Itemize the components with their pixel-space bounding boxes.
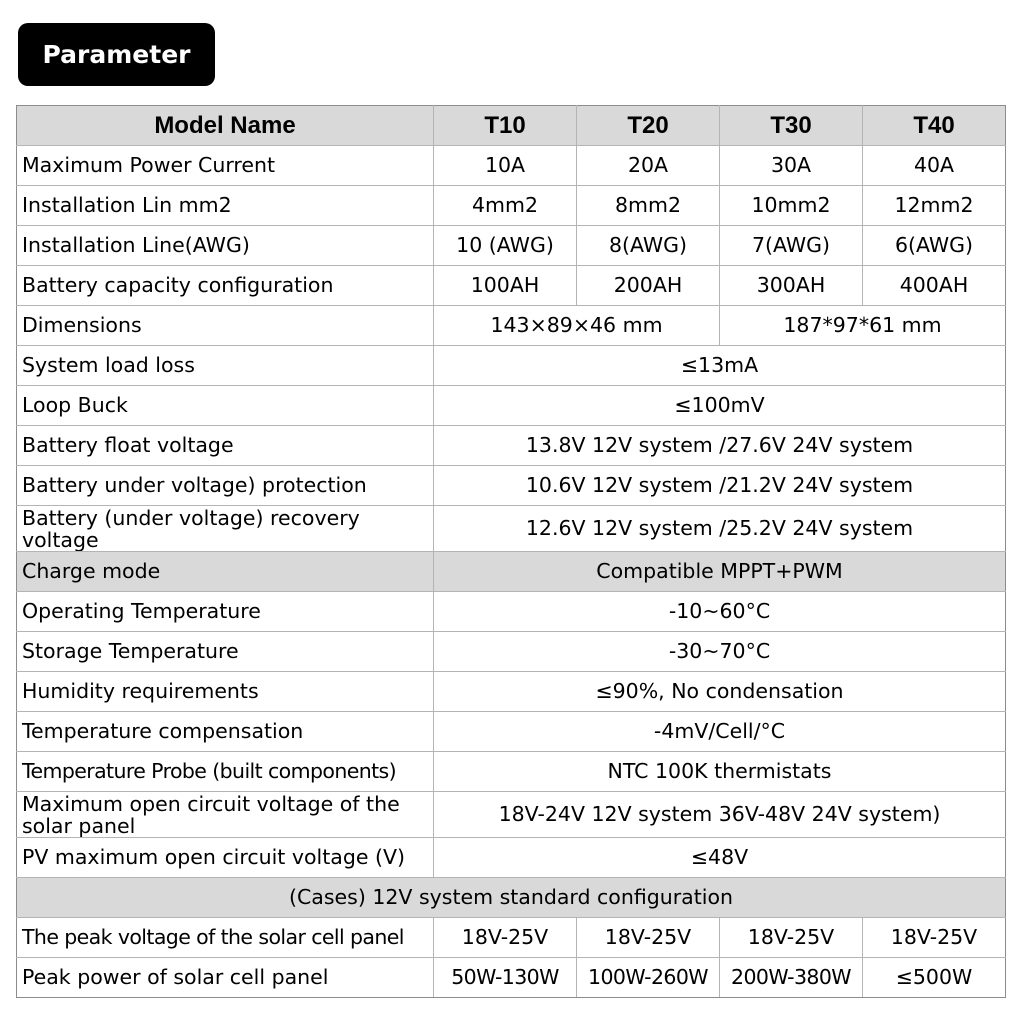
cell-value: ≤90%, No condensation bbox=[434, 672, 1006, 712]
cell-value: ≤13mA bbox=[434, 346, 1006, 386]
cell-value: Compatible MPPT+PWM bbox=[434, 552, 1006, 592]
row-label: Temperature compensation bbox=[17, 712, 434, 752]
cell-value: 400AH bbox=[863, 266, 1006, 306]
table-row bbox=[17, 838, 1006, 878]
table-row bbox=[17, 632, 1006, 672]
parameter-table bbox=[16, 105, 1006, 998]
cell-value: 30A bbox=[720, 146, 863, 186]
cell-value: 18V-25V bbox=[577, 918, 720, 958]
row-label: Humidity requirements bbox=[17, 672, 434, 712]
table-row bbox=[17, 186, 1006, 226]
row-label: Charge mode bbox=[17, 552, 434, 592]
cell-value: ≤500W bbox=[863, 958, 1006, 998]
cell-value: 12.6V 12V system /25.2V 24V system bbox=[434, 506, 1006, 552]
row-label: Maximum Power Current bbox=[17, 146, 434, 186]
cell-value: 18V-25V bbox=[863, 918, 1006, 958]
parameter-badge: Parameter bbox=[18, 23, 215, 86]
cell-value: 6(AWG) bbox=[863, 226, 1006, 266]
cell-value: 50W-130W bbox=[434, 958, 577, 998]
cell-value: 8(AWG) bbox=[577, 226, 720, 266]
table-row bbox=[17, 266, 1006, 306]
table-row bbox=[17, 752, 1006, 792]
row-label: Storage Temperature bbox=[17, 632, 434, 672]
cell-value: 187*97*61 mm bbox=[720, 306, 1006, 346]
row-label: Maximum open circuit voltage of the solar panel bbox=[17, 792, 434, 838]
cell-value: 10.6V 12V system /21.2V 24V system bbox=[434, 466, 1006, 506]
cell-value: 10mm2 bbox=[720, 186, 863, 226]
table-row bbox=[17, 958, 1006, 998]
cell-value: 200AH bbox=[577, 266, 720, 306]
row-label: Installation Lin mm2 bbox=[17, 186, 434, 226]
section-title: (Cases) 12V system standard configuration bbox=[17, 878, 1006, 918]
row-label: Installation Line(AWG) bbox=[17, 226, 434, 266]
table-header-row bbox=[17, 106, 1006, 146]
table-row bbox=[17, 506, 1006, 552]
row-label: Loop Buck bbox=[17, 386, 434, 426]
table-row bbox=[17, 552, 1006, 592]
cell-value: 13.8V 12V system /27.6V 24V system bbox=[434, 426, 1006, 466]
row-label: Operating Temperature bbox=[17, 592, 434, 632]
cell-value: -30~70°C bbox=[434, 632, 1006, 672]
cell-value: ≤48V bbox=[434, 838, 1006, 878]
cell-value: 40A bbox=[863, 146, 1006, 186]
cell-value: 100W-260W bbox=[577, 958, 720, 998]
cell-value: 12mm2 bbox=[863, 186, 1006, 226]
row-label: Temperature Probe (built components) bbox=[17, 752, 434, 792]
cell-value: 10 (AWG) bbox=[434, 226, 577, 266]
model-header-t10: T10 bbox=[434, 106, 577, 146]
table-row bbox=[17, 226, 1006, 266]
table-section-row bbox=[17, 878, 1006, 918]
cell-value: 10A bbox=[434, 146, 577, 186]
table-row bbox=[17, 712, 1006, 752]
row-label: The peak voltage of the solar cell panel bbox=[17, 918, 434, 958]
model-header-t40: T40 bbox=[863, 106, 1006, 146]
cell-value: 200W-380W bbox=[720, 958, 863, 998]
cell-value: -4mV/Cell/°C bbox=[434, 712, 1006, 752]
table-row bbox=[17, 592, 1006, 632]
cell-value: 18V-24V 12V system 36V-48V 24V system) bbox=[434, 792, 1006, 838]
cell-value: 7(AWG) bbox=[720, 226, 863, 266]
cell-value: -10~60°C bbox=[434, 592, 1006, 632]
row-label: PV maximum open circuit voltage (V) bbox=[17, 838, 434, 878]
model-header-t20: T20 bbox=[577, 106, 720, 146]
cell-value: 100AH bbox=[434, 266, 577, 306]
model-name-header: Model Name bbox=[17, 106, 434, 146]
row-label: Battery under voltage) protection bbox=[17, 466, 434, 506]
table-row bbox=[17, 918, 1006, 958]
cell-value: 4mm2 bbox=[434, 186, 577, 226]
cell-value: 8mm2 bbox=[577, 186, 720, 226]
table-row bbox=[17, 306, 1006, 346]
cell-value: 300AH bbox=[720, 266, 863, 306]
table-row bbox=[17, 672, 1006, 712]
row-label: Battery capacity configuration bbox=[17, 266, 434, 306]
cell-value: 18V-25V bbox=[434, 918, 577, 958]
table-row bbox=[17, 426, 1006, 466]
table-row bbox=[17, 466, 1006, 506]
row-label: Dimensions bbox=[17, 306, 434, 346]
cell-value: NTC 100K thermistats bbox=[434, 752, 1006, 792]
row-label: Battery float voltage bbox=[17, 426, 434, 466]
row-label: Battery (under voltage) recovery voltage bbox=[17, 506, 434, 552]
cell-value: 143×89×46 mm bbox=[434, 306, 720, 346]
cell-value: ≤100mV bbox=[434, 386, 1006, 426]
table-row bbox=[17, 386, 1006, 426]
table-row bbox=[17, 346, 1006, 386]
table-row bbox=[17, 792, 1006, 838]
row-label: System load loss bbox=[17, 346, 434, 386]
model-header-t30: T30 bbox=[720, 106, 863, 146]
cell-value: 20A bbox=[577, 146, 720, 186]
row-label: Peak power of solar cell panel bbox=[17, 958, 434, 998]
table-row bbox=[17, 146, 1006, 186]
cell-value: 18V-25V bbox=[720, 918, 863, 958]
